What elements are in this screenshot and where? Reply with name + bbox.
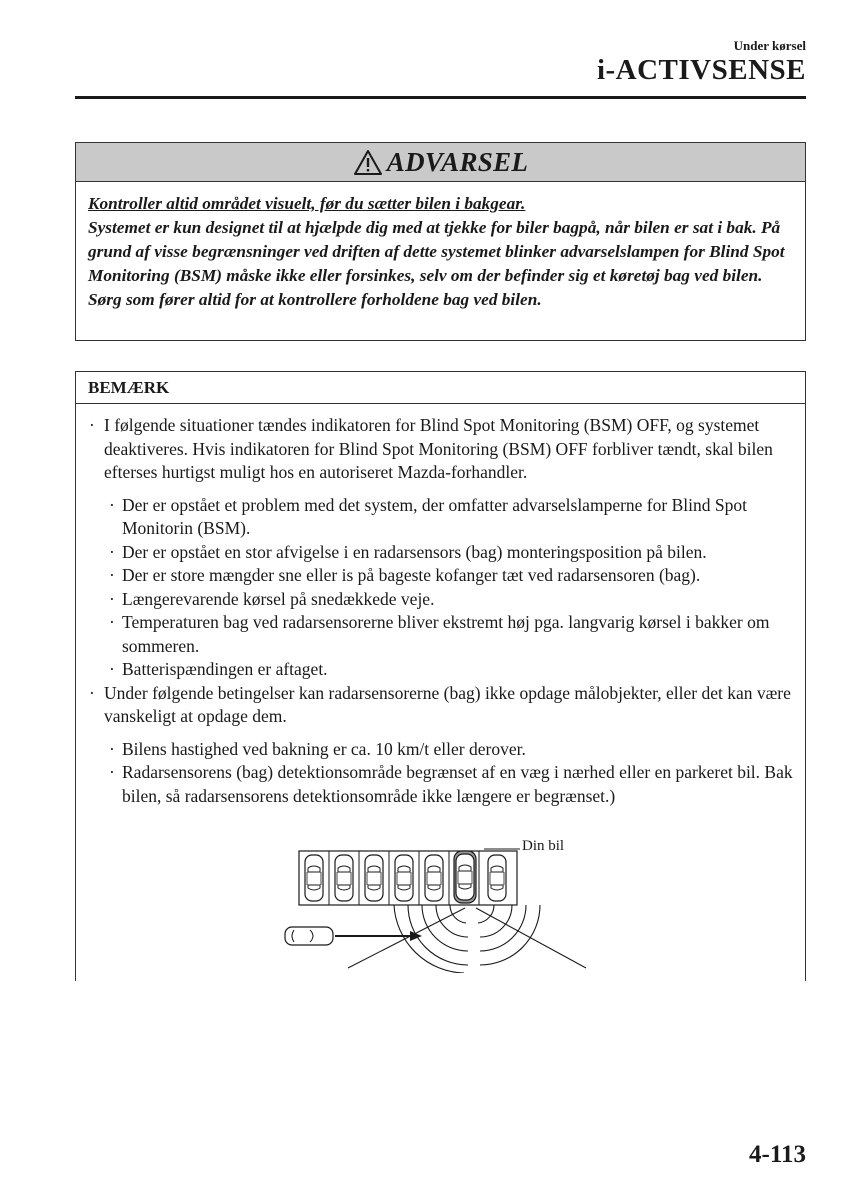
note-subitem: · Der er opstået et problem med det system, der omfatter advarselslamperne for Blind Spot Monitorin (BSM). bbox=[76, 494, 805, 541]
warning-box bbox=[75, 142, 806, 341]
note-body bbox=[76, 414, 805, 808]
note-subitem: · Der er opstået en stor afvigelse i en radarsensors (bag) monteringsposition på bilen. bbox=[76, 541, 805, 565]
note-subitem: · Radarsensorens (bag) detektionsområde begrænset af en væg i nærhed eller en parkeret bil. Bak bilen, så radarsensorens detektionsområde ikke længere er begrænset.) bbox=[76, 761, 805, 808]
warning-text bbox=[76, 182, 805, 312]
note-subitem: · Længerevarende kørsel på snedækkede veje. bbox=[76, 588, 805, 612]
warning-title: ADVARSEL bbox=[386, 146, 529, 177]
page-title: i-ACTIVSENSE bbox=[596, 54, 806, 86]
note-subitem: · Temperaturen bag ved radarsensorerne bliver ekstremt høj pga. langvarig kørsel i bakker om sommeren. bbox=[76, 611, 805, 658]
note-title: BEMÆRK bbox=[76, 372, 805, 404]
parked-car-icon bbox=[488, 855, 506, 901]
page-number: 4-113 bbox=[749, 1141, 806, 1168]
parked-car-icon bbox=[425, 855, 443, 901]
header-divider bbox=[75, 96, 806, 99]
note-item-1: · I følgende situationer tændes indikatoren for Blind Spot Monitoring (BSM) OFF, og systemet deaktiveres. Hvis indikatoren for Blind Spot Monitoring (BSM) OFF forbliver tændt, skal bilen efterses hurtigst muligt hos en autoriseret Mazda-forhandler. bbox=[76, 414, 805, 485]
approaching-car-icon bbox=[285, 927, 333, 945]
warning-line-2: Systemet er kun designet til at hjælpde dig med at tjekke for biler bagpå, når bilen er sat i bak. På grund af visse begrænsninger ved driften af dette systemet blinker advarselslampen for Blind Spot Monitoring (BSM) måske ikke eller forsinkes, selv om der befinder sig et køretøj bag ved bilen. Sørg som fører altid for at kontrollere forholdene bag ved bilen. bbox=[88, 218, 785, 309]
note-item-2: · Under følgende betingelser kan radarsensorerne (bag) ikke opdage målobjekter, eller det kan være vanskeligt at opdage dem. bbox=[76, 682, 805, 729]
parked-car-icon bbox=[395, 855, 413, 901]
parked-car-icon bbox=[305, 855, 323, 901]
parking-diagram bbox=[270, 833, 600, 973]
section-label: Under kørsel bbox=[733, 38, 806, 53]
arrow-right-icon bbox=[335, 931, 422, 941]
note-subitem: · Der er store mængder sne eller is på bageste kofanger tæt ved radarsensoren (bag). bbox=[76, 564, 805, 588]
radar-waves bbox=[394, 905, 540, 973]
warning-header bbox=[76, 143, 805, 182]
parked-car-icon bbox=[335, 855, 353, 901]
parked-car-icon bbox=[365, 855, 383, 901]
own-car-icon bbox=[454, 851, 476, 903]
note-subitem: · Batterispændingen er aftaget. bbox=[76, 658, 805, 682]
note-subitem: · Bilens hastighed ved bakning er ca. 10 km/t eller derover. bbox=[76, 738, 805, 762]
own-car-label: Din bil bbox=[522, 838, 565, 854]
warning-line-1: Kontroller altid området visuelt, før du sætter bilen i bakgear. bbox=[88, 194, 526, 213]
warning-triangle-icon bbox=[353, 149, 383, 176]
